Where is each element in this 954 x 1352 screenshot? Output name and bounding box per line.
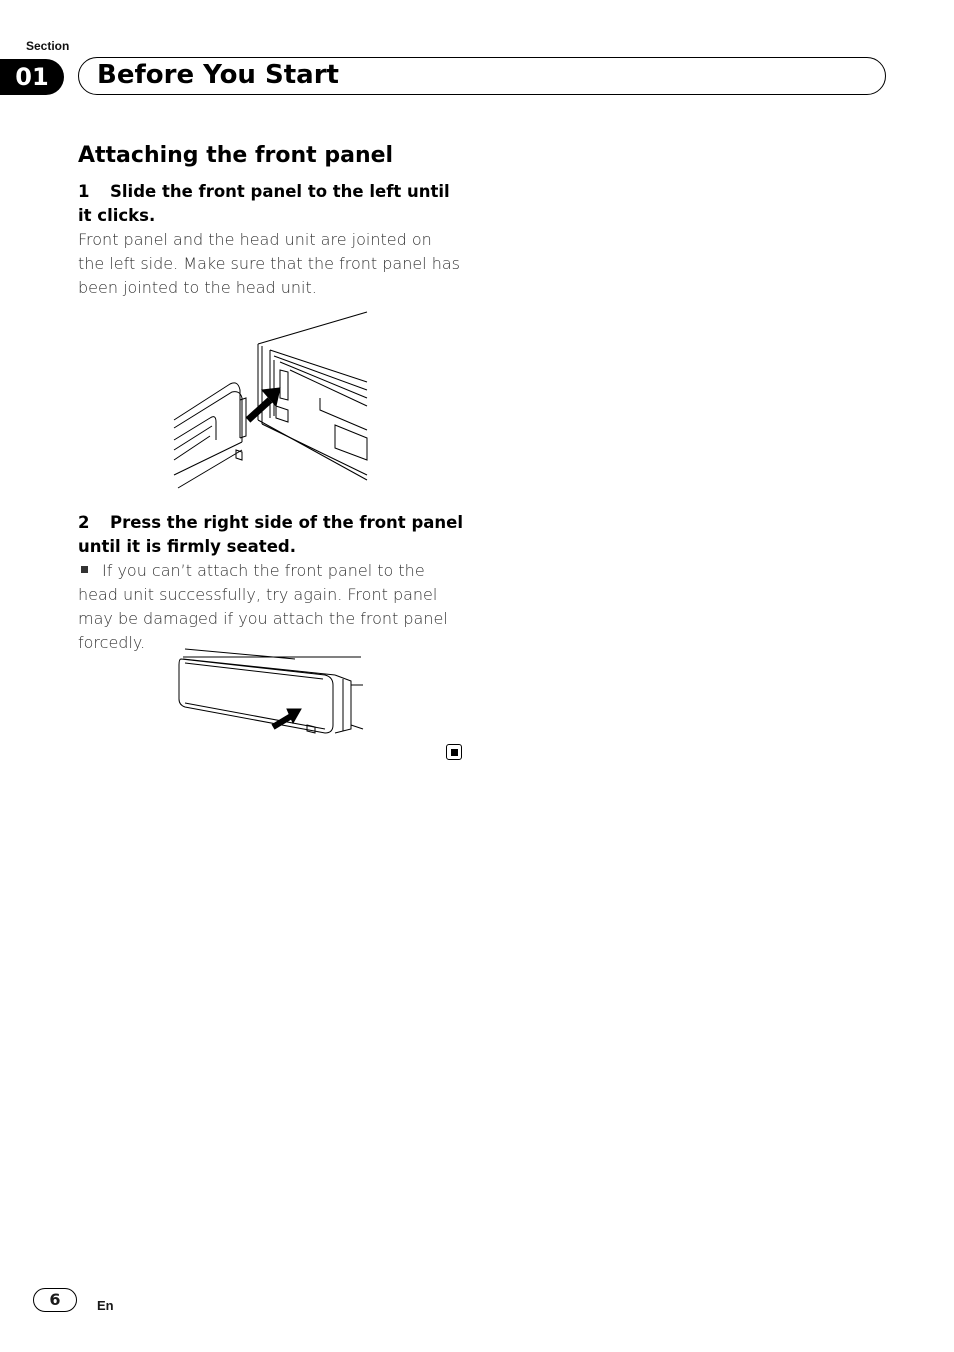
language-code: En	[97, 1298, 114, 1313]
section-heading: Attaching the front panel	[78, 143, 394, 168]
step-2-text: Press the right side of the front panel until it is firmly seated.	[78, 513, 463, 556]
step-1-body: Front panel and the head unit are jointed on the left side. Make sure that the front panel has been jointed to the head unit.	[78, 230, 460, 297]
end-of-section-icon	[446, 744, 462, 760]
step-2-instruction	[78, 511, 468, 559]
chapter-header	[78, 57, 886, 95]
chapter-title: Before You Start	[97, 60, 339, 90]
step-1-number: 1	[78, 182, 90, 201]
step-1-text: Slide the front panel to the left until it clicks.	[78, 182, 450, 225]
page-number: 6	[33, 1288, 77, 1312]
step-2-note-text: If you can’t attach the front panel to the head unit successfully, try again. Front panel may be damaged if you attach the front panel forcedly.	[78, 561, 448, 652]
step-1-instruction	[78, 180, 468, 228]
figure-slide-front-panel	[170, 310, 370, 492]
section-number-badge: 01	[0, 59, 64, 95]
note-bullet-icon	[81, 566, 88, 573]
section-label: Section	[26, 39, 70, 53]
step-2-note	[78, 559, 463, 655]
step-2-number: 2	[78, 513, 90, 532]
figure-press-front-panel	[175, 645, 367, 737]
